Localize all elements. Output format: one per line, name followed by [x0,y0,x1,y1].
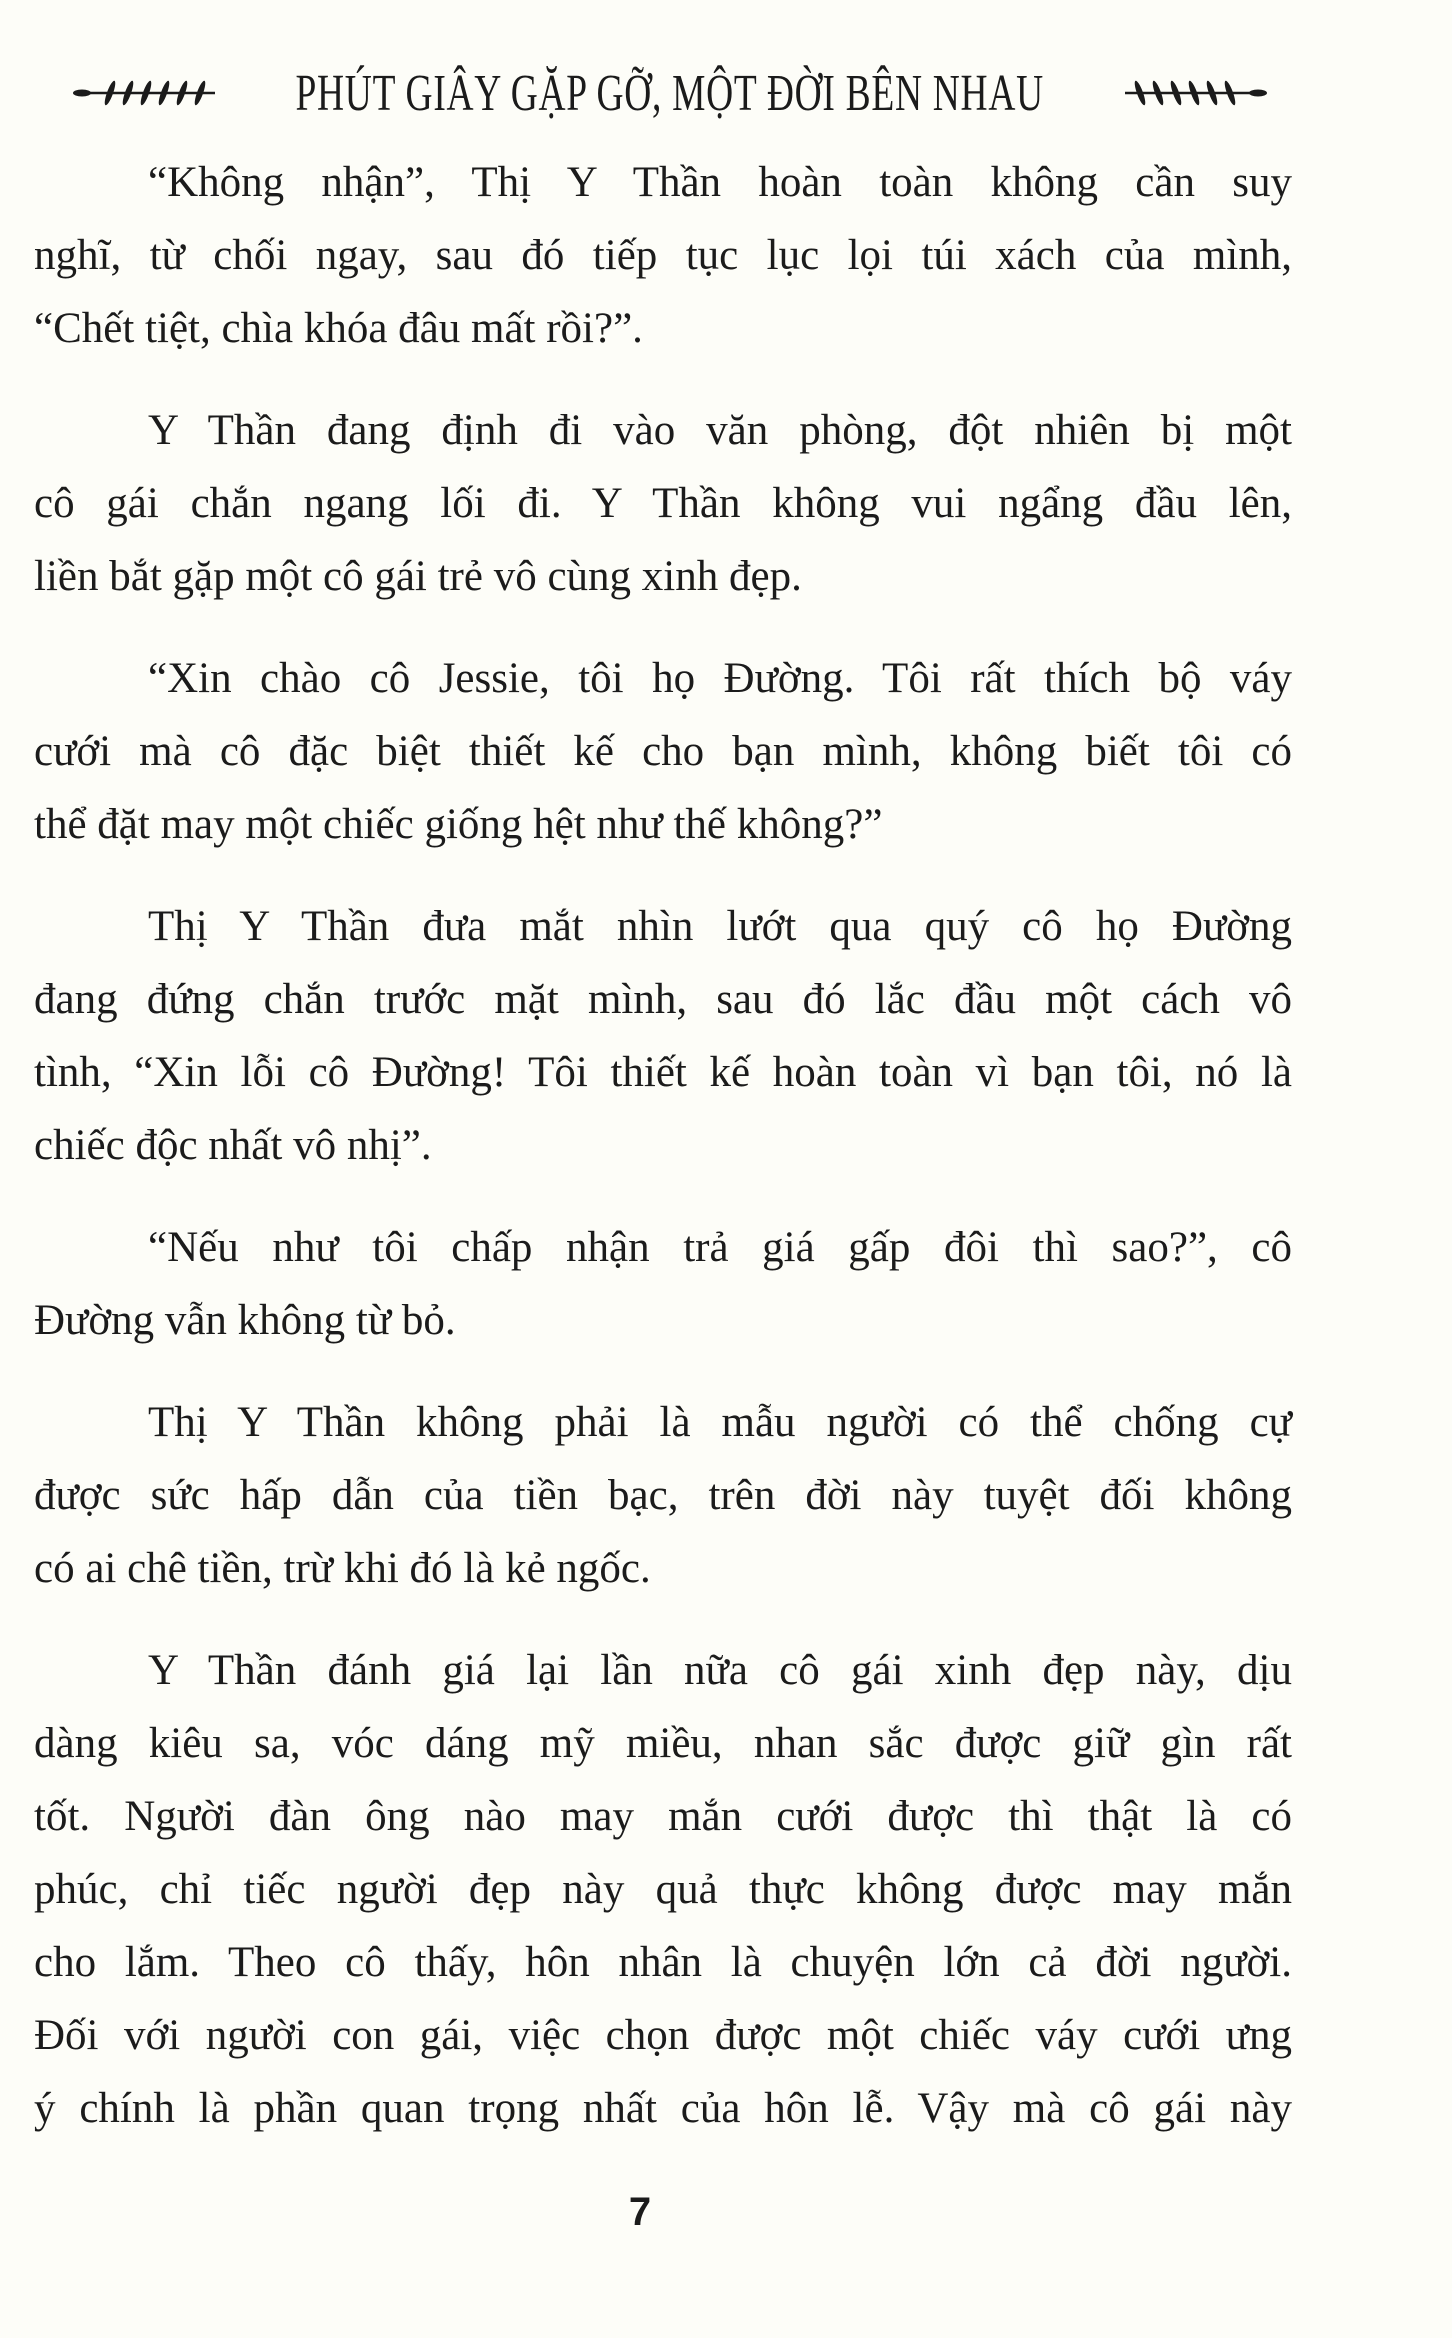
text-line: có ai chê tiền, trừ khi đó là kẻ ngốc. [34,1545,651,1592]
running-header [60,58,1280,128]
text-line: nghĩ, từ chối ngay, sau đó tiếp tục lục lọi túi xách của mình, [34,232,1292,279]
text-line: Đối với người con gái, việc chọn được một chiếc váy cưới ưng [34,2012,1292,2059]
text-line: thể đặt may một chiếc giống hệt như thế không?” [34,801,883,848]
text-line: tốt. Người đàn ông nào may mắn cưới được thì thật là có [34,1793,1292,1840]
text-line: cho lắm. Theo cô thấy, hôn nhân là chuyện lớn cả đời người. [34,1939,1292,1986]
paragraph [34,642,1292,861]
left-leaf-ornament-icon [70,73,220,113]
text-line: được sức hấp dẫn của tiền bạc, trên đời này tuyệt đối không [34,1472,1292,1519]
paragraph [34,146,1292,365]
text-line: dàng kiêu sa, vóc dáng mỹ miều, nhan sắc được giữ gìn rất [34,1720,1292,1767]
paragraph [34,1386,1292,1605]
text-line: Thị Y Thần không phải là mẫu người có thể chống cự [148,1399,1292,1446]
paragraph [34,1211,1292,1357]
text-line: Y Thần đang định đi vào văn phòng, đột nhiên bị một [148,407,1292,454]
text-line: phúc, chỉ tiếc người đẹp này quả thực không được may mắn [34,1866,1292,1913]
text-line: Thị Y Thần đưa mắt nhìn lướt qua quý cô họ Đường [148,903,1292,950]
paragraph [34,1634,1292,2145]
text-line: “Nếu như tôi chấp nhận trả giá gấp đôi thì sao?”, cô [148,1224,1292,1271]
text-line: “Không nhận”, Thị Y Thần hoàn toàn không cần suy [148,159,1292,206]
text-line: ý chính là phần quan trọng nhất của hôn lễ. Vậy mà cô gái này [34,2085,1292,2132]
text-line: “Xin chào cô Jessie, tôi họ Đường. Tôi rất thích bộ váy [148,655,1292,702]
text-line: Đường vẫn không từ bỏ. [34,1297,456,1344]
text-line: Y Thần đánh giá lại lần nữa cô gái xinh đẹp này, dịu [148,1647,1292,1694]
text-line: đang đứng chắn trước mặt mình, sau đó lắc đầu một cách vô [34,976,1292,1023]
chapter-title: PHÚT GIÂY GẶP GỠ, MỘT ĐỜI BÊN NHAU [295,64,1045,122]
text-line: cô gái chắn ngang lối đi. Y Thần không vui ngẩng đầu lên, [34,480,1292,527]
page-body-text [34,146,1292,2145]
text-line: “Chết tiệt, chìa khóa đâu mất rồi?”. [34,305,643,352]
page-number: 7 [628,2190,652,2234]
paragraph [34,890,1292,1182]
paragraph [34,394,1292,613]
text-line: liền bắt gặp một cô gái trẻ vô cùng xinh đẹp. [34,553,802,600]
text-line: tình, “Xin lỗi cô Đường! Tôi thiết kế hoàn toàn vì bạn tôi, nó là [34,1049,1292,1096]
text-line: chiếc độc nhất vô nhị”. [34,1122,432,1169]
text-line: cưới mà cô đặc biệt thiết kế cho bạn mình, không biết tôi có [34,728,1292,775]
right-leaf-ornament-icon [1120,73,1270,113]
